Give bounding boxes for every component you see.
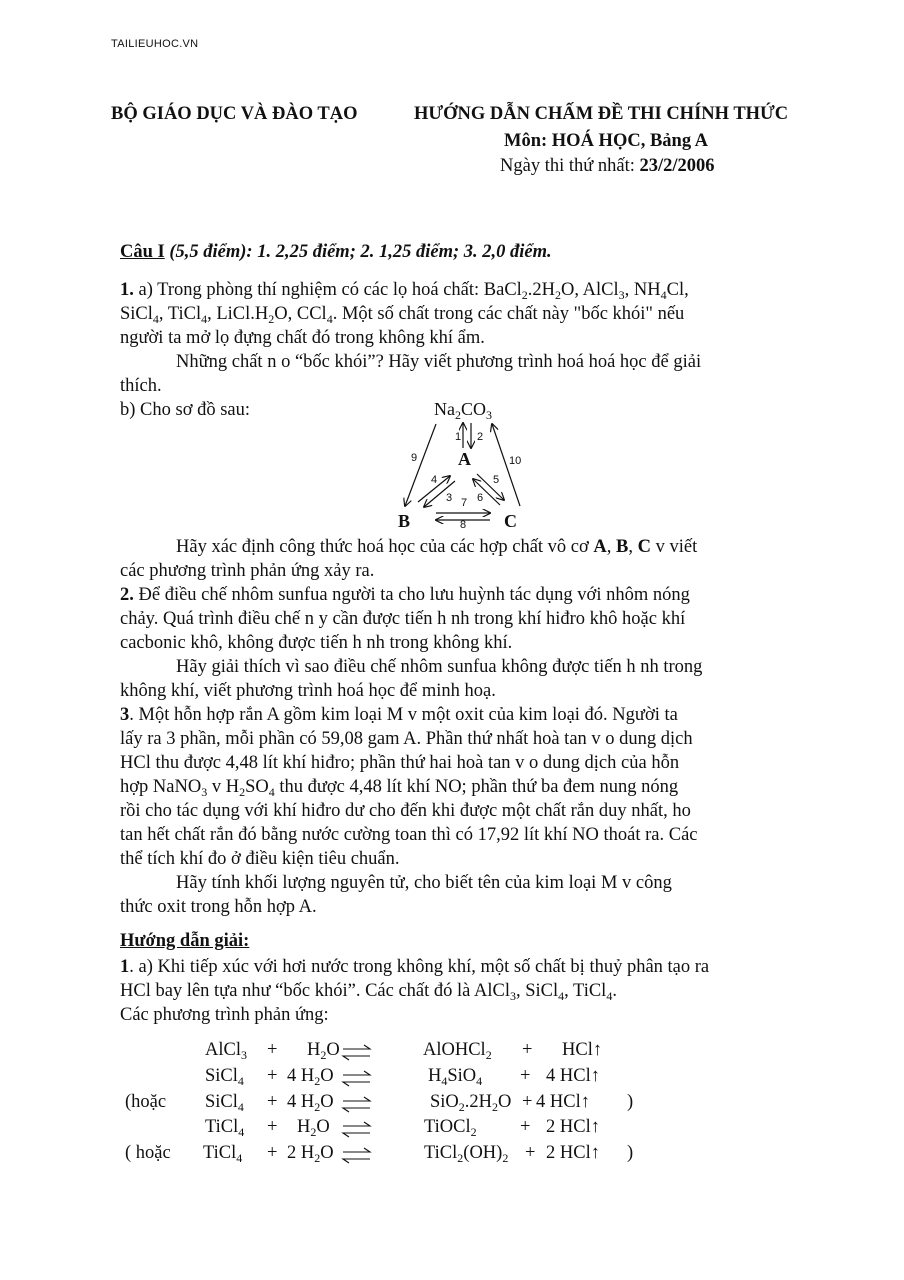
p2-line-2: chảy. Quá trình điều chế n y cần được tiến h nh trong khí hiđro khô hoặc khí (120, 609, 686, 629)
text: O, AlCl (561, 280, 619, 300)
gas-up-arrow-icon: ↑ (590, 1117, 600, 1137)
text: O (320, 1066, 334, 1086)
text: , SiCl (515, 981, 559, 1001)
text: . a) Khi tiếp xúc với hơi nước trong không khí, một số chất bị thuỷ phân tạo ra (129, 957, 710, 977)
p1-after-diagram-2: các phương trình phản ứng xảy ra. (120, 561, 375, 581)
text: SiCl (120, 304, 153, 324)
arrow-label-1: 1 (455, 431, 462, 443)
plus-sign: + (522, 1092, 533, 1112)
alt-prefix: (hoặc (125, 1092, 167, 1112)
exam-date-value: 23/2/2006 (639, 156, 715, 176)
plus-sign: + (525, 1143, 536, 1163)
text: HCl bay lên tựa như “bốc khói”. Các chất đó là AlCl (120, 981, 510, 1001)
equilibrium-arrow-icon (343, 1097, 370, 1112)
text: 4 (441, 1074, 448, 1088)
equilibrium-arrow-icon (343, 1148, 370, 1163)
text: 4 HCl (536, 1092, 581, 1112)
text: , TiCl (158, 304, 202, 324)
diagram-node-a: A (458, 449, 471, 469)
text: v H (207, 777, 240, 797)
plus-sign: + (267, 1143, 278, 1163)
part-number: 1. (120, 280, 134, 300)
text: TiCl (203, 1143, 237, 1163)
text: .2H (464, 1092, 493, 1112)
text: O (316, 1117, 330, 1137)
arrow-label-7: 7 (461, 497, 468, 509)
text: Na (434, 399, 455, 419)
text: 2 (320, 1048, 327, 1062)
text: SiCl (205, 1092, 238, 1112)
text: O (320, 1143, 334, 1163)
gas-up-arrow-icon: ↑ (592, 1040, 603, 1060)
text: O (326, 1040, 340, 1060)
text: , NH (624, 280, 661, 300)
p2-line-5: không khí, viết phương trình hoá học để minh hoạ. (120, 681, 496, 701)
text: a) Trong phòng thí nghiệm có các lọ hoá chất: BaCl (133, 280, 522, 300)
alt-prefix: ( hoặc (125, 1143, 171, 1163)
text: 2 (314, 1151, 321, 1165)
text: CO (461, 399, 487, 419)
text: 2 (457, 1151, 464, 1165)
arrow-label-8: 8 (460, 519, 467, 531)
arrow-label-2: 2 (477, 431, 484, 443)
text: 2 (502, 1151, 509, 1165)
p3-line-7: thể tích khí đo ở điều kiện tiêu chuẩn. (120, 849, 400, 869)
text: TiCl (205, 1117, 239, 1137)
p1-line-3: người ta mở lọ đựng chất đó trong không khí ẩm. (120, 328, 485, 348)
text: 2 (314, 1074, 321, 1088)
text: SiO (430, 1092, 459, 1112)
text: 4 (236, 1151, 243, 1165)
plus-sign: + (267, 1040, 278, 1060)
text: , TiCl (564, 981, 607, 1001)
p1-line-2: SiCl$_4$, TiCl$_4$, $LiCl.H_2O$, CCl$_4$. Một số chất trong các chất này "bốc khói" nếu (120, 304, 685, 326)
p3-line-3: HCl thu được 4,48 lít khí hiđro; phần thứ hai hoà tan v o dung dịch của hỗn (120, 753, 680, 773)
text: 4 (476, 1074, 483, 1088)
text: (OH) (463, 1143, 503, 1163)
p1-line-b: b) Cho sơ đồ sau: (120, 400, 251, 420)
text: thu được 4,48 lít khí NO; phần thứ ba đem nung nóng (274, 777, 679, 797)
part-number: 1 (120, 957, 130, 977)
text: hợp NaNO (120, 777, 202, 797)
text: B (616, 537, 629, 557)
ministry-name: BỘ GIÁO DỤC VÀ ĐÀO TẠO (111, 104, 358, 124)
subject-line: Môn: HOÁ HỌC, Bảng A (504, 131, 709, 151)
text: 3 (486, 408, 493, 422)
arrow-label-9: 9 (411, 452, 418, 464)
text: 2 (485, 1048, 492, 1062)
p3-line-8: Hãy tính khối lượng nguyên tử, cho biết tên của kim loại M v công (176, 873, 672, 893)
text: Cl, (666, 280, 689, 300)
text: v viết (651, 537, 698, 557)
text: 3 (240, 1048, 247, 1062)
text: 2 (458, 1100, 465, 1114)
diagram-node-c: C (504, 511, 517, 531)
equilibrium-arrow-icon (343, 1045, 370, 1060)
text: .2H (527, 280, 556, 300)
guide-heading: Hướng dẫn giải: (120, 931, 250, 951)
text: . (612, 981, 617, 1001)
text: . Một số chất trong các chất này "bốc khói" nếu (332, 304, 685, 324)
text: 4 (237, 1074, 244, 1088)
p3-line-5: rồi cho tác dụng với khí hiđro dư cho đến khi được một chất rắn duy nhất, ho (120, 801, 691, 821)
guide-line-3: Các phương trình phản ứng: (120, 1005, 329, 1025)
text: HCl (562, 1040, 593, 1060)
text: Hãy xác định công thức hoá học của các hợp chất vô cơ (176, 537, 594, 557)
part-number: 3 (120, 705, 130, 725)
equilibrium-arrow-icon (343, 1122, 370, 1137)
text: 4 (238, 1125, 245, 1139)
text: , (606, 537, 617, 557)
arrow-label-6: 6 (477, 492, 484, 504)
text: 2 (314, 1100, 321, 1114)
text: AlOHCl (423, 1040, 486, 1060)
part-number: 2. (120, 585, 134, 605)
text: 4 H (287, 1066, 315, 1086)
text: 2 (310, 1125, 317, 1139)
text: 2 (492, 1100, 499, 1114)
text: H (428, 1066, 442, 1086)
p2-line-4: Hãy giải thích vì sao điều chế nhôm sunfua không được tiến h nh trong (176, 657, 703, 677)
text: , (628, 537, 638, 557)
gas-up-arrow-icon: ↑ (590, 1143, 600, 1163)
alt-close: ) (627, 1143, 634, 1163)
text: TiOCl (424, 1117, 471, 1137)
p1-line-4: Những chất n o “bốc khói”? Hãy viết phương trình hoá hoá học để giải (176, 352, 702, 372)
text: 2 H (287, 1143, 315, 1163)
text: 2 (470, 1125, 477, 1139)
text: 4 (237, 1100, 244, 1114)
p3-line-6: tan hết chất rắn đó bằng nước cường toan thì có 17,92 lít khí NO thoát ra. Các (120, 825, 698, 845)
plus-sign: + (267, 1117, 278, 1137)
text: AlCl (205, 1040, 241, 1060)
plus-sign: + (267, 1092, 278, 1112)
question-points: (5,5 điểm): 1. 2,25 điểm; 2. 1,25 điểm; 3. 2,0 điểm. (164, 242, 552, 262)
equilibrium-arrow-icon (343, 1071, 370, 1086)
text: . Một hỗn hợp rắn A gồm kim loại M v một oxit của kim loại đó. Người ta (129, 705, 678, 725)
arrow-label-3: 3 (446, 492, 453, 504)
p1-line-5: thích. (120, 376, 162, 396)
document-title: HƯỚNG DẪN CHẤM ĐỀ THI CHÍNH THỨC (414, 104, 789, 124)
guide-line-2: HCl bay lên tựa như “bốc khói”. Các chất đó là AlCl$_3$, SiCl$_4$, TiCl$_4$. (120, 981, 617, 1003)
p3-line-9: thức oxit trong hỗn hợp A. (120, 897, 317, 917)
text: Để điều chế nhôm sunfua người ta cho lưu huỳnh tác dụng với nhôm nóng (133, 585, 690, 605)
text: O, CCl (274, 304, 327, 324)
plus-sign: + (520, 1117, 531, 1137)
text: SiO (447, 1066, 477, 1086)
text: 4 H (287, 1092, 315, 1112)
p1-line-1: 1. a) Trong phòng thí nghiệm có các lọ hoá chất: $BaCl_2.2H_2O$, AlCl$_3$, $NH_4Cl$, (120, 280, 689, 302)
p3-line-2: lấy ra 3 phần, mỗi phần có 59,08 gam A. Phần thứ nhất hoà tan v o dung dịch (120, 729, 693, 749)
text: 2 HCl (546, 1143, 591, 1163)
text: C (637, 537, 652, 557)
text: , LiCl.H (207, 304, 269, 324)
question-number: Câu I (120, 242, 165, 262)
p3-line-4: hợp NaNO$_3$ v $H_2SO_4$ thu được 4,48 lít khí NO; phần thứ ba đem nung nóng (120, 777, 679, 799)
gas-up-arrow-icon: ↑ (590, 1066, 600, 1086)
plus-sign: + (522, 1040, 533, 1060)
text: TiCl (424, 1143, 458, 1163)
exam-date-label: Ngày thi thứ nhất: (500, 156, 640, 176)
p2-line-3: cacbonic khô, không được tiến h nh trong không khí. (120, 633, 513, 653)
text: SO (245, 777, 269, 797)
text: O (320, 1092, 334, 1112)
plus-sign: + (520, 1066, 531, 1086)
arrow-label-10: 10 (509, 455, 522, 467)
arrow-label-5: 5 (493, 474, 500, 486)
text: H (307, 1040, 321, 1060)
text: H (297, 1117, 311, 1137)
text: 2 HCl (546, 1117, 591, 1137)
gas-up-arrow-icon: ↑ (580, 1092, 590, 1112)
plus-sign: + (267, 1066, 278, 1086)
alt-close: ) (627, 1092, 634, 1112)
site-watermark: TAILIEUHOC.VN (111, 38, 199, 50)
diagram-node-b: B (398, 511, 411, 531)
text: O (498, 1092, 512, 1112)
arrow-label-4: 4 (431, 474, 438, 486)
text: 2 (455, 408, 461, 422)
text: A (593, 537, 607, 557)
text: SiCl (205, 1066, 238, 1086)
text: 4 HCl (546, 1066, 591, 1086)
